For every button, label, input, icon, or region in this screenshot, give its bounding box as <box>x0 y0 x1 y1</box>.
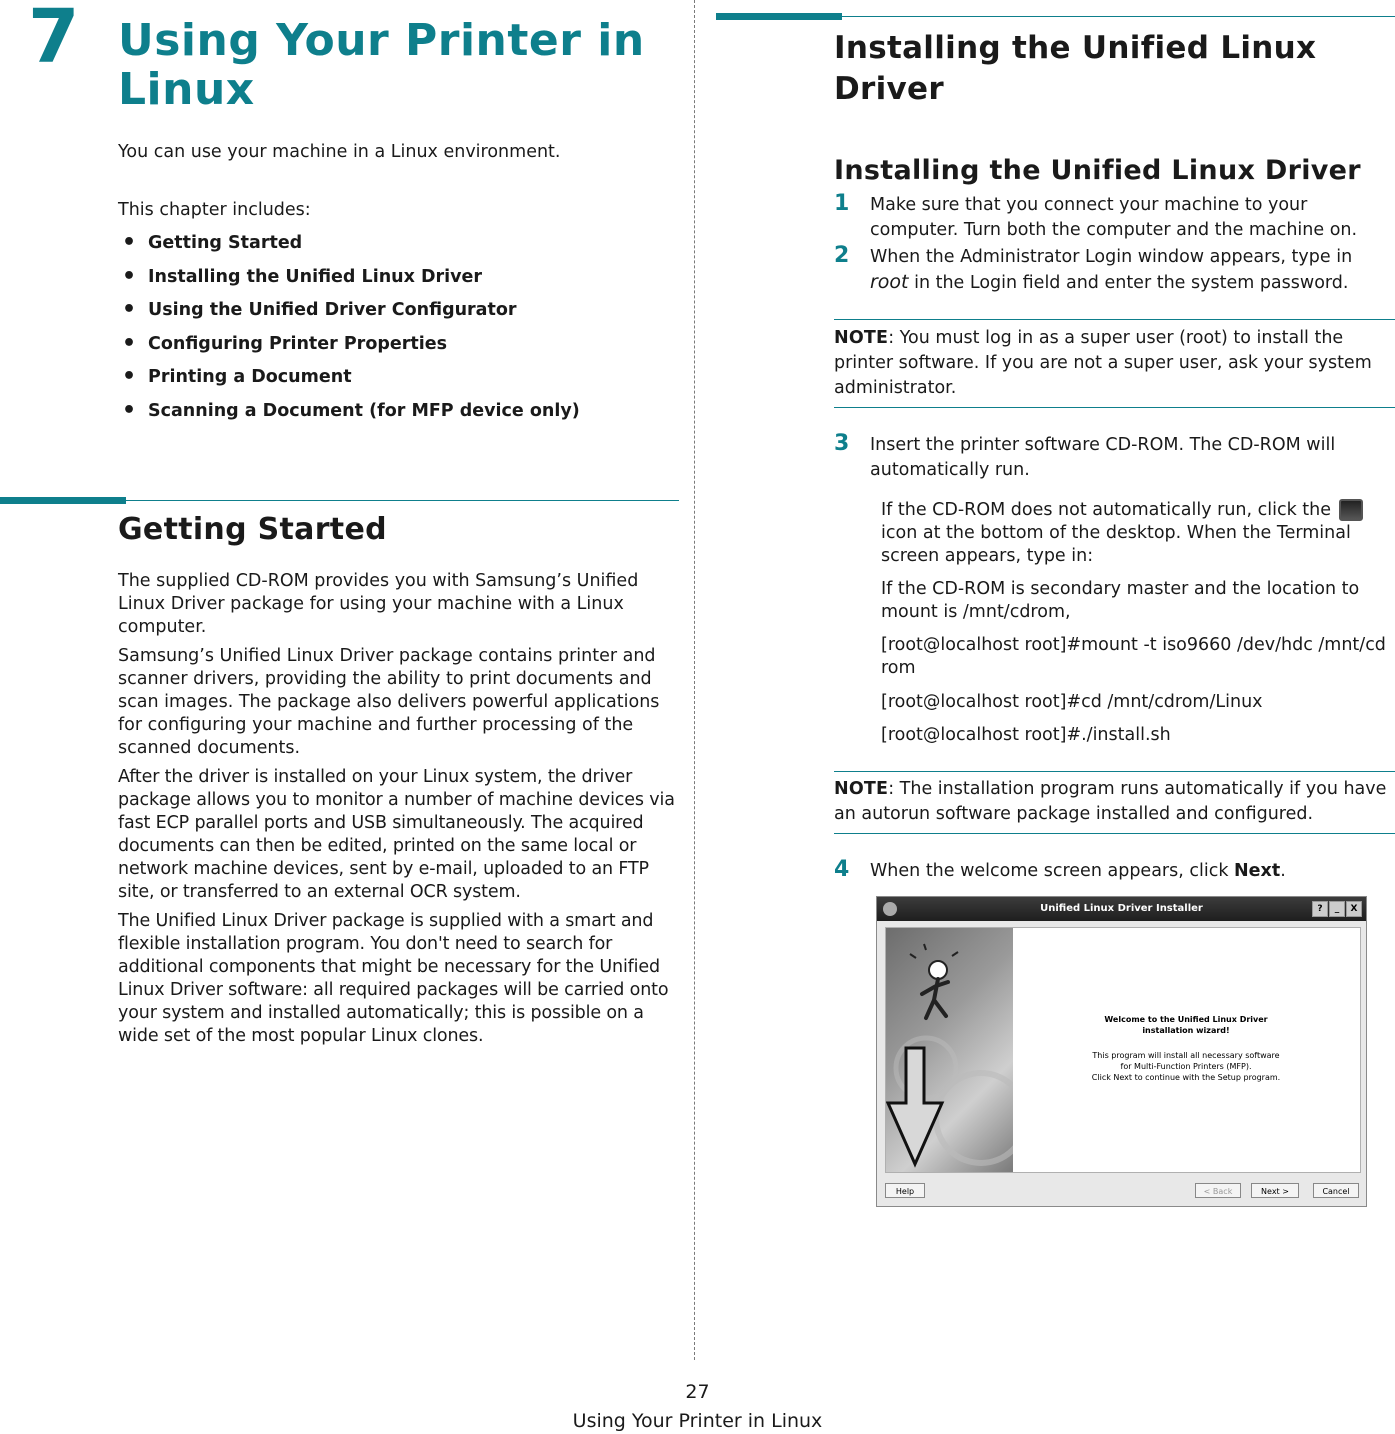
note-box <box>834 777 1394 827</box>
app-icon <box>883 902 897 916</box>
help-title-button[interactable]: ? <box>1312 901 1328 917</box>
getting-started-heading: Getting Started <box>118 512 387 547</box>
section-rule <box>842 16 1395 17</box>
body-line: This program will install all necessary software <box>1092 1051 1280 1060</box>
getting-started-paragraph: After the driver is installed on your Linux system, the driver package allows you to monitor a number of machine devices via fast ECP parallel ports and USB simultaneously. The acquired documents can then be edited, printed on the same local or network machine devices, sent by e-mail, uploaded to an FTP site, or transferred to an external OCR system. <box>118 767 675 902</box>
chapter-intro: You can use your machine in a Linux environment. <box>118 142 561 162</box>
command-line: [root@localhost root]#cd /mnt/cdrom/Linux <box>881 692 1263 712</box>
step-number: 3 <box>834 431 850 456</box>
topic-item[interactable]: • Getting Started <box>118 231 678 265</box>
step-number: 4 <box>834 857 850 882</box>
topic-item[interactable]: • Scanning a Document (for MFP device only) <box>118 399 678 433</box>
step-text <box>870 859 1382 884</box>
running-title: Using Your Printer in Linux <box>572 1410 823 1432</box>
step-text-bold: Next <box>1234 861 1281 881</box>
note-box <box>834 326 1394 401</box>
step-text-part: When the Administrator Login window appears, type in <box>870 247 1353 267</box>
cd-instruction: If the CD-ROM is secondary master and the location to mount is /mnt/cdrom, <box>881 579 1360 622</box>
section-rule-accent <box>716 13 842 20</box>
topic-item[interactable]: • Installing the Unified Linux Driver <box>118 265 678 299</box>
includes-label: This chapter includes: <box>118 200 311 220</box>
command-line: [root@localhost root]#./install.sh <box>881 725 1171 745</box>
terminal-icon[interactable] <box>1339 499 1363 521</box>
cancel-button[interactable]: Cancel <box>1313 1183 1359 1198</box>
next-button[interactable]: Next > <box>1251 1183 1299 1198</box>
step-text-part: . <box>1280 861 1286 881</box>
topic-list <box>118 231 678 432</box>
installing-heading: Installing the Unified Linux Driver <box>834 30 1317 107</box>
installer-side-graphic <box>886 928 1013 1172</box>
installer-welcome-text <box>1056 1014 1316 1083</box>
note-rule <box>834 833 1395 834</box>
cd-instruction-text: If the CD-ROM does not automatically run, click the <box>881 500 1332 520</box>
page-number: 27 <box>685 1381 710 1403</box>
step-number: 1 <box>834 191 850 216</box>
back-button[interactable]: < Back <box>1195 1183 1241 1198</box>
note-label: NOTE <box>834 328 889 348</box>
command-line: [root@localhost root]#mount -t iso9660 /dev/hdc /mnt/cdrom <box>881 635 1386 678</box>
step-text: Insert the printer software CD-ROM. The CD-ROM will automatically run. <box>870 435 1336 480</box>
cd-instruction-text: icon at the bottom of the desktop. When the Terminal screen appears, type in: <box>881 523 1351 566</box>
chapter-number: 7 <box>28 0 80 80</box>
help-button[interactable]: Help <box>885 1183 925 1198</box>
note-rule <box>834 319 1395 320</box>
body-line: Click Next to continue with the Setup program. <box>1091 1073 1281 1082</box>
step-number: 2 <box>834 243 850 268</box>
step-text-part: When the welcome screen appears, click <box>870 861 1235 881</box>
note-rule <box>834 771 1395 772</box>
topic-item[interactable]: • Using the Unified Driver Configurator <box>118 298 678 332</box>
getting-started-paragraph: The Unified Linux Driver package is supplied with a smart and flexible installation program. You don't need to search for additional components that might be necessary for the Unified Linux Driver software: all required packages will be carried onto your system and installed automatically; this is possible on a wide set of the most popular Linux clones. <box>118 911 669 1046</box>
topic-item[interactable]: • Configuring Printer Properties <box>118 332 678 366</box>
step-text-part: in the Login field and enter the system password. <box>908 273 1349 293</box>
step-text-italic: root <box>870 271 909 293</box>
welcome-line: Welcome to the Unified Linux Driver <box>1104 1015 1268 1024</box>
minimize-button[interactable]: _ <box>1329 901 1345 917</box>
step-text: Make sure that you connect your machine to your computer. Turn both the computer and the machine on. <box>870 195 1358 240</box>
installer-title-bar <box>877 897 1366 921</box>
section-rule <box>126 500 679 501</box>
topic-item[interactable]: • Printing a Document <box>118 365 678 399</box>
installer-window-screenshot <box>876 896 1367 1207</box>
chapter-title: Using Your Printer in Linux <box>118 15 645 115</box>
note-text: : The installation program runs automatically if you have an autorun software package installed and configured. <box>834 779 1387 824</box>
installing-subheading: Installing the Unified Linux Driver <box>834 155 1361 186</box>
getting-started-paragraph: The supplied CD-ROM provides you with Samsung’s Unified Linux Driver package for using your machine with a Linux computer. <box>118 571 639 637</box>
note-label: NOTE <box>834 779 889 799</box>
column-divider <box>694 0 695 1360</box>
section-rule-accent <box>0 497 126 504</box>
installer-title: Unified Linux Driver Installer <box>1040 903 1203 914</box>
installer-content <box>885 927 1361 1173</box>
note-text: : You must log in as a super user (root) to install the printer software. If you are not a super user, ask your system administrator. <box>834 328 1372 398</box>
step-text <box>870 245 1382 296</box>
installer-mascot-illustration <box>886 928 1013 1172</box>
cd-instruction <box>881 499 1391 568</box>
note-rule <box>834 407 1395 408</box>
body-line: for Multi-Function Printers (MFP). <box>1120 1062 1252 1071</box>
welcome-line: installation wizard! <box>1142 1026 1230 1035</box>
getting-started-paragraph: Samsung’s Unified Linux Driver package contains printer and scanner drivers, providing the ability to print documents and scan images. The package also delivers powerful applications for configuring your machine and further processing of the scanned documents. <box>118 646 660 758</box>
close-button[interactable]: X <box>1346 901 1362 917</box>
